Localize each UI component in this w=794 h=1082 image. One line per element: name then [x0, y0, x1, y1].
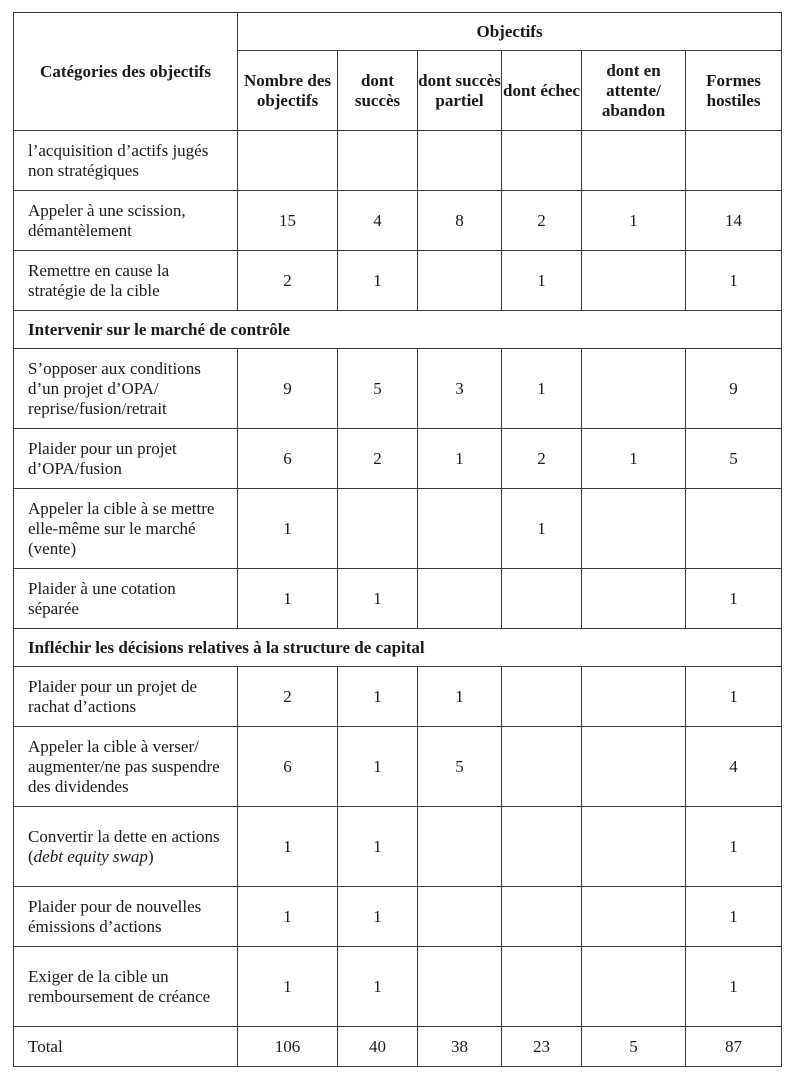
categories-header: Catégories des objectifs	[14, 13, 238, 131]
cell-succes-partiel: 1	[418, 429, 502, 489]
section-title: Infléchir les décisions relatives à la structure de capital	[14, 629, 782, 667]
table-row	[14, 191, 782, 251]
cell-nombre: 1	[238, 947, 338, 1027]
cell-succes: 4	[338, 191, 418, 251]
cell-succes-partiel: 38	[418, 1027, 502, 1067]
category-label-italic: debt equity swap	[33, 846, 148, 866]
category-label: Plaider pour un projet de rachat d’actions	[28, 676, 198, 716]
cell-attente-abandon: 1	[582, 191, 686, 251]
table-row	[14, 489, 782, 569]
cell-attente-abandon	[582, 887, 686, 947]
category-cell	[14, 131, 238, 191]
cell-attente-abandon	[582, 489, 686, 569]
cell-attente-abandon: 1	[582, 429, 686, 489]
category-cell	[14, 947, 238, 1027]
cell-succes-partiel	[418, 887, 502, 947]
cell-nombre	[238, 131, 338, 191]
section-row	[14, 311, 782, 349]
cell-nombre: 106	[238, 1027, 338, 1067]
table-row	[14, 947, 782, 1027]
cell-nombre: 15	[238, 191, 338, 251]
table-body	[14, 131, 782, 1067]
total-row	[14, 1027, 782, 1067]
cell-nombre: 2	[238, 251, 338, 311]
cell-succes: 1	[338, 727, 418, 807]
cell-echec: 1	[502, 349, 582, 429]
table-row	[14, 727, 782, 807]
cell-formes-hostiles: 9	[686, 349, 782, 429]
cell-succes-partiel: 5	[418, 727, 502, 807]
cell-formes-hostiles: 1	[686, 807, 782, 887]
cell-succes-partiel	[418, 947, 502, 1027]
category-label: Plaider à une cotation séparée	[28, 578, 176, 618]
cell-succes: 1	[338, 887, 418, 947]
category-cell	[14, 489, 238, 569]
cell-formes-hostiles: 1	[686, 947, 782, 1027]
cell-formes-hostiles	[686, 131, 782, 191]
cell-echec	[502, 569, 582, 629]
table-row	[14, 251, 782, 311]
cell-formes-hostiles	[686, 489, 782, 569]
category-cell	[14, 807, 238, 887]
cell-attente-abandon	[582, 947, 686, 1027]
cell-succes: 5	[338, 349, 418, 429]
category-label: Remettre en cause la stratégie de la cible	[28, 260, 170, 300]
cell-succes: 40	[338, 1027, 418, 1067]
cell-succes: 1	[338, 667, 418, 727]
col-header-formes-hostiles: Formes hostiles	[686, 51, 782, 131]
cell-succes	[338, 489, 418, 569]
cell-nombre: 2	[238, 667, 338, 727]
cell-nombre: 1	[238, 489, 338, 569]
cell-succes-partiel	[418, 131, 502, 191]
category-label: Appeler à une scission, démantèlement	[28, 200, 186, 240]
cell-nombre: 1	[238, 569, 338, 629]
category-label: Appeler la cible à verser/ augmenter/ne pas suspendre des dividendes	[28, 736, 220, 796]
cell-nombre: 6	[238, 429, 338, 489]
col-header-succes: dont succès	[338, 51, 418, 131]
category-label: Plaider pour un projet d’OPA/fusion	[28, 438, 177, 478]
cell-echec	[502, 131, 582, 191]
category-label: Exiger de la cible un remboursement de créance	[28, 966, 211, 1006]
category-cell	[14, 429, 238, 489]
cell-attente-abandon	[582, 349, 686, 429]
cell-attente-abandon	[582, 569, 686, 629]
category-label: Total	[28, 1036, 63, 1056]
cell-echec: 1	[502, 251, 582, 311]
cell-echec	[502, 807, 582, 887]
cell-nombre: 1	[238, 807, 338, 887]
col-header-echec: dont échec	[502, 51, 582, 131]
objectives-table	[13, 12, 782, 1067]
cell-succes-partiel	[418, 251, 502, 311]
cell-succes: 1	[338, 807, 418, 887]
table-row	[14, 569, 782, 629]
cell-formes-hostiles: 4	[686, 727, 782, 807]
category-label: S’opposer aux conditions d’un projet d’OPA/ reprise/fusion/retrait	[28, 358, 201, 418]
table-row	[14, 131, 782, 191]
cell-formes-hostiles: 1	[686, 569, 782, 629]
cell-echec	[502, 727, 582, 807]
category-cell	[14, 569, 238, 629]
category-label: l’acquisition d’actifs jugés non stratégiques	[28, 140, 209, 180]
col-header-attente-abandon: dont en attente/ abandon	[582, 51, 686, 131]
table-row	[14, 667, 782, 727]
cell-echec: 2	[502, 191, 582, 251]
cell-formes-hostiles: 1	[686, 251, 782, 311]
category-cell	[14, 667, 238, 727]
cell-succes: 1	[338, 569, 418, 629]
table-row	[14, 349, 782, 429]
cell-echec: 2	[502, 429, 582, 489]
cell-nombre: 1	[238, 887, 338, 947]
cell-succes: 1	[338, 947, 418, 1027]
cell-succes-partiel: 1	[418, 667, 502, 727]
cell-succes	[338, 131, 418, 191]
category-label: Convertir la dette en actions (	[28, 826, 220, 866]
cell-attente-abandon	[582, 131, 686, 191]
category-label: Plaider pour de nouvelles émissions d’actions	[28, 896, 202, 936]
col-header-nombre: Nombre des objectifs	[238, 51, 338, 131]
cell-formes-hostiles: 14	[686, 191, 782, 251]
cell-formes-hostiles: 5	[686, 429, 782, 489]
cell-succes-partiel: 3	[418, 349, 502, 429]
cell-succes-partiel	[418, 569, 502, 629]
category-cell	[14, 727, 238, 807]
cell-nombre: 6	[238, 727, 338, 807]
section-title: Intervenir sur le marché de contrôle	[14, 311, 782, 349]
cell-attente-abandon	[582, 807, 686, 887]
table-row	[14, 887, 782, 947]
cell-formes-hostiles: 1	[686, 667, 782, 727]
cell-echec	[502, 667, 582, 727]
cell-echec: 1	[502, 489, 582, 569]
cell-succes: 2	[338, 429, 418, 489]
cell-succes-partiel	[418, 807, 502, 887]
cell-echec: 23	[502, 1027, 582, 1067]
table-row	[14, 429, 782, 489]
table-row	[14, 807, 782, 887]
category-cell	[14, 349, 238, 429]
cell-succes: 1	[338, 251, 418, 311]
category-cell	[14, 191, 238, 251]
cell-succes-partiel	[418, 489, 502, 569]
section-row	[14, 629, 782, 667]
cell-succes-partiel: 8	[418, 191, 502, 251]
cell-formes-hostiles: 1	[686, 887, 782, 947]
cell-formes-hostiles: 87	[686, 1027, 782, 1067]
cell-attente-abandon	[582, 251, 686, 311]
category-label: Appeler la cible à se mettre elle-même sur le marché (vente)	[28, 498, 215, 558]
cell-attente-abandon	[582, 667, 686, 727]
cell-attente-abandon	[582, 727, 686, 807]
cell-echec	[502, 947, 582, 1027]
cell-nombre: 9	[238, 349, 338, 429]
category-cell	[14, 1027, 238, 1067]
category-cell	[14, 251, 238, 311]
cell-echec	[502, 887, 582, 947]
category-label-after: )	[147, 846, 154, 866]
category-cell	[14, 887, 238, 947]
cell-attente-abandon: 5	[582, 1027, 686, 1067]
col-header-succes-partiel: dont succès partiel	[418, 51, 502, 131]
objectives-group-header: Objectifs	[238, 13, 782, 51]
